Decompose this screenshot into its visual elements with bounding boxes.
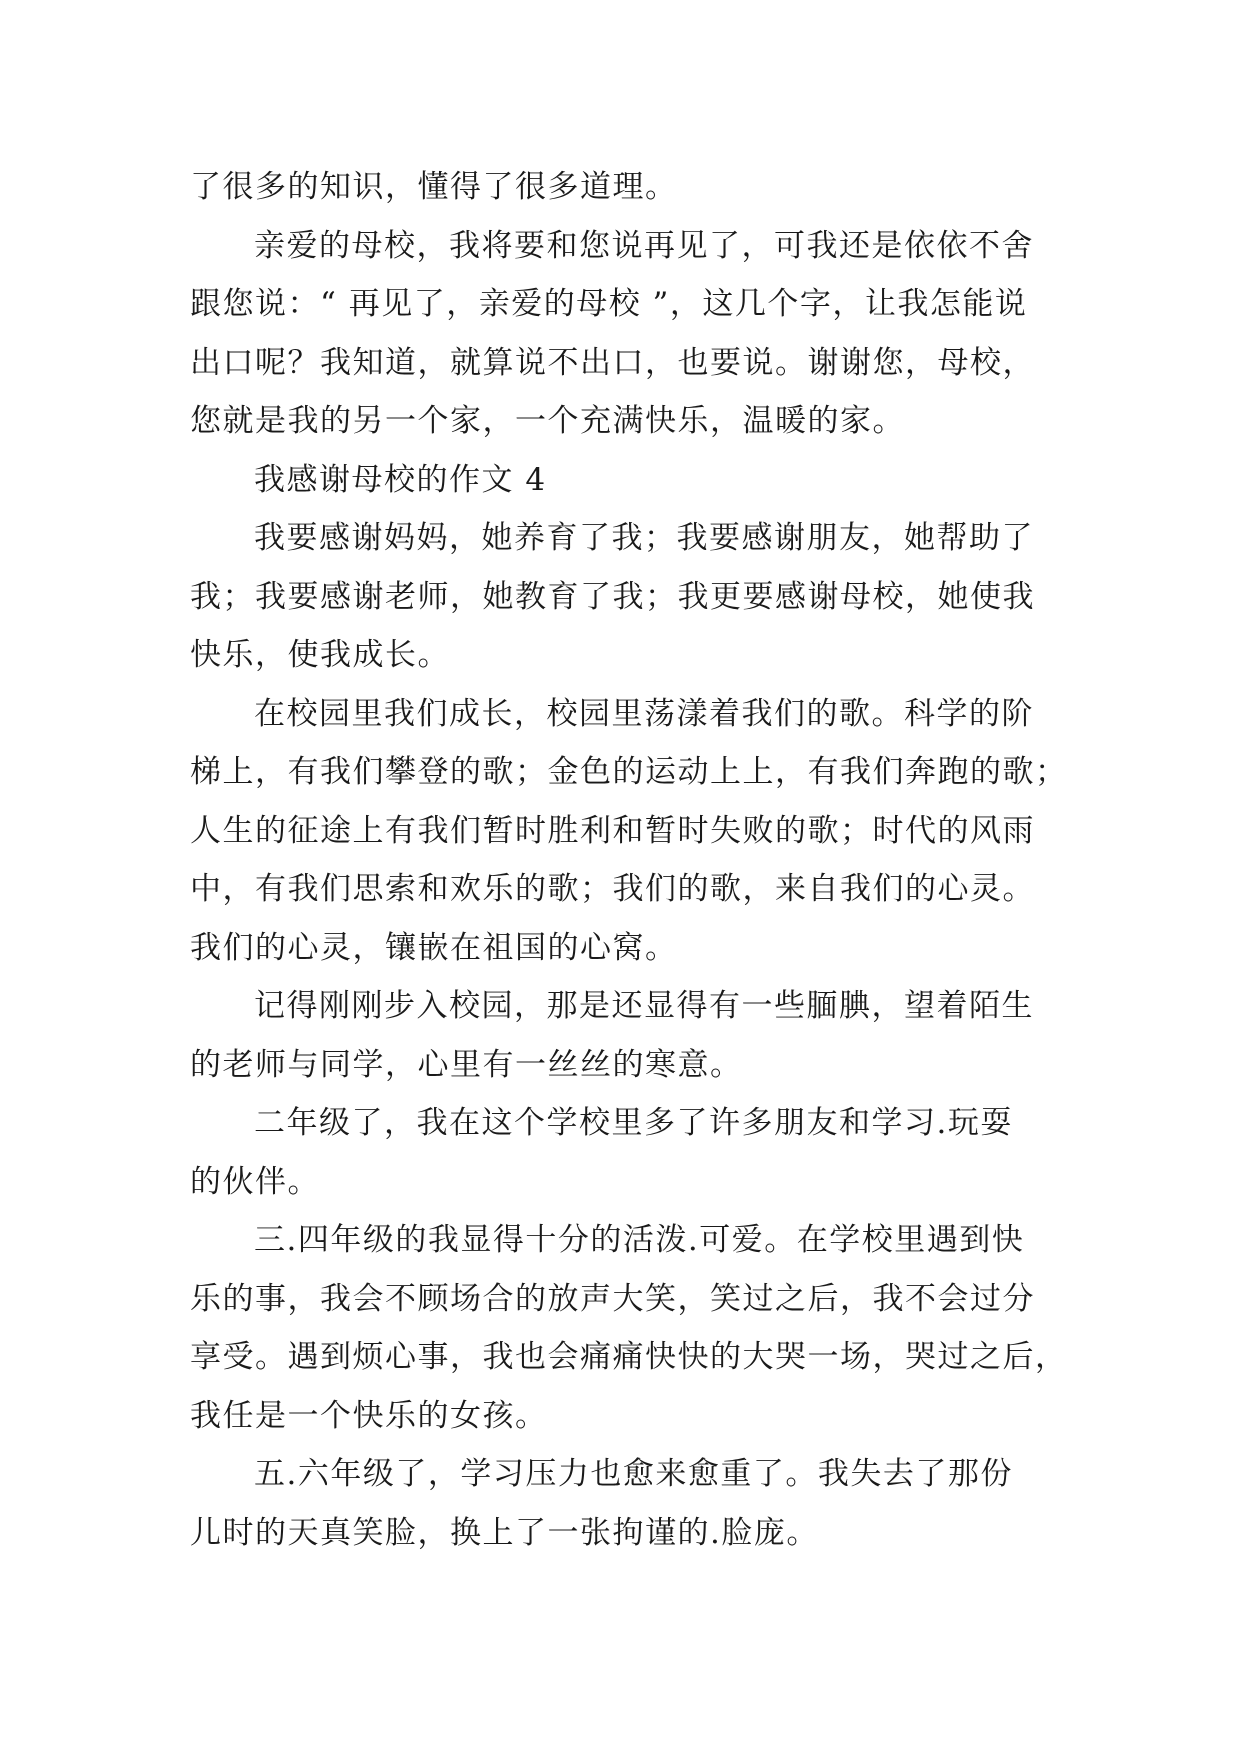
- text-line: 人生的征途上有我们暂时胜利和暂时失败的歌；时代的风雨: [190, 812, 1035, 849]
- text-line: 跟您说：“ 再见了，亲爱的母校 ”，这几个字，让我怎能说: [190, 286, 1028, 322]
- text-line: 亲爱的母校，我将要和您说再见了，可我还是依依不舍: [254, 227, 1034, 264]
- text-line: 二年级了，我在这个学校里多了许多朋友和学习.玩耍: [254, 1105, 1013, 1141]
- text-line: 的老师与同学，心里有一丝丝的寒意。: [190, 1046, 743, 1083]
- text-line: 享受。遇到烦心事，我也会痛痛快快的大哭一场，哭过之后，: [190, 1339, 1068, 1375]
- text-line: 五.六年级了，学习压力也愈来愈重了。我失去了那份: [254, 1456, 1013, 1492]
- text-line: 记得刚刚步入校园，那是还显得有一些腼腆，望着陌生: [254, 988, 1034, 1024]
- text-line: 我感谢母校的作文 4: [254, 461, 547, 498]
- text-line: 中，有我们思索和欢乐的歌；我们的歌，来自我们的心灵。: [190, 871, 1035, 907]
- text-line: 儿时的天真笑脸，换上了一张拘谨的.脸庞。: [190, 1514, 819, 1551]
- text-line: 您就是我的另一个家，一个充满快乐，温暖的家。: [190, 403, 905, 439]
- text-line: 快乐，使我成长。: [190, 637, 450, 673]
- text-line: 乐的事，我会不顾场合的放声大笑，笑过之后，我不会过分: [190, 1280, 1035, 1317]
- document-body: [190, 158, 1070, 1562]
- text-line: 我任是一个快乐的女孩。: [190, 1397, 548, 1434]
- text-line: 出口呢？我知道，就算说不出口，也要说。谢谢您，母校，: [190, 344, 1035, 381]
- text-line: 三.四年级的我显得十分的活泼.可爱。在学校里遇到快: [254, 1222, 1025, 1258]
- text-line: 在校园里我们成长，校园里荡漾着我们的歌。科学的阶: [254, 695, 1034, 732]
- text-line: 梯上，有我们攀登的歌；金色的运动上上，有我们奔跑的歌；: [190, 754, 1068, 790]
- text-line: 我们的心灵，镶嵌在祖国的心窝。: [190, 929, 678, 966]
- text-line: 我；我要感谢老师，她教育了我；我更要感谢母校，她使我: [190, 578, 1035, 615]
- text-line: 的伙伴。: [190, 1163, 320, 1200]
- text-line: 我要感谢妈妈，她养育了我；我要感谢朋友，她帮助了: [254, 520, 1034, 556]
- text-line: 了很多的知识，懂得了很多道理。: [190, 169, 678, 205]
